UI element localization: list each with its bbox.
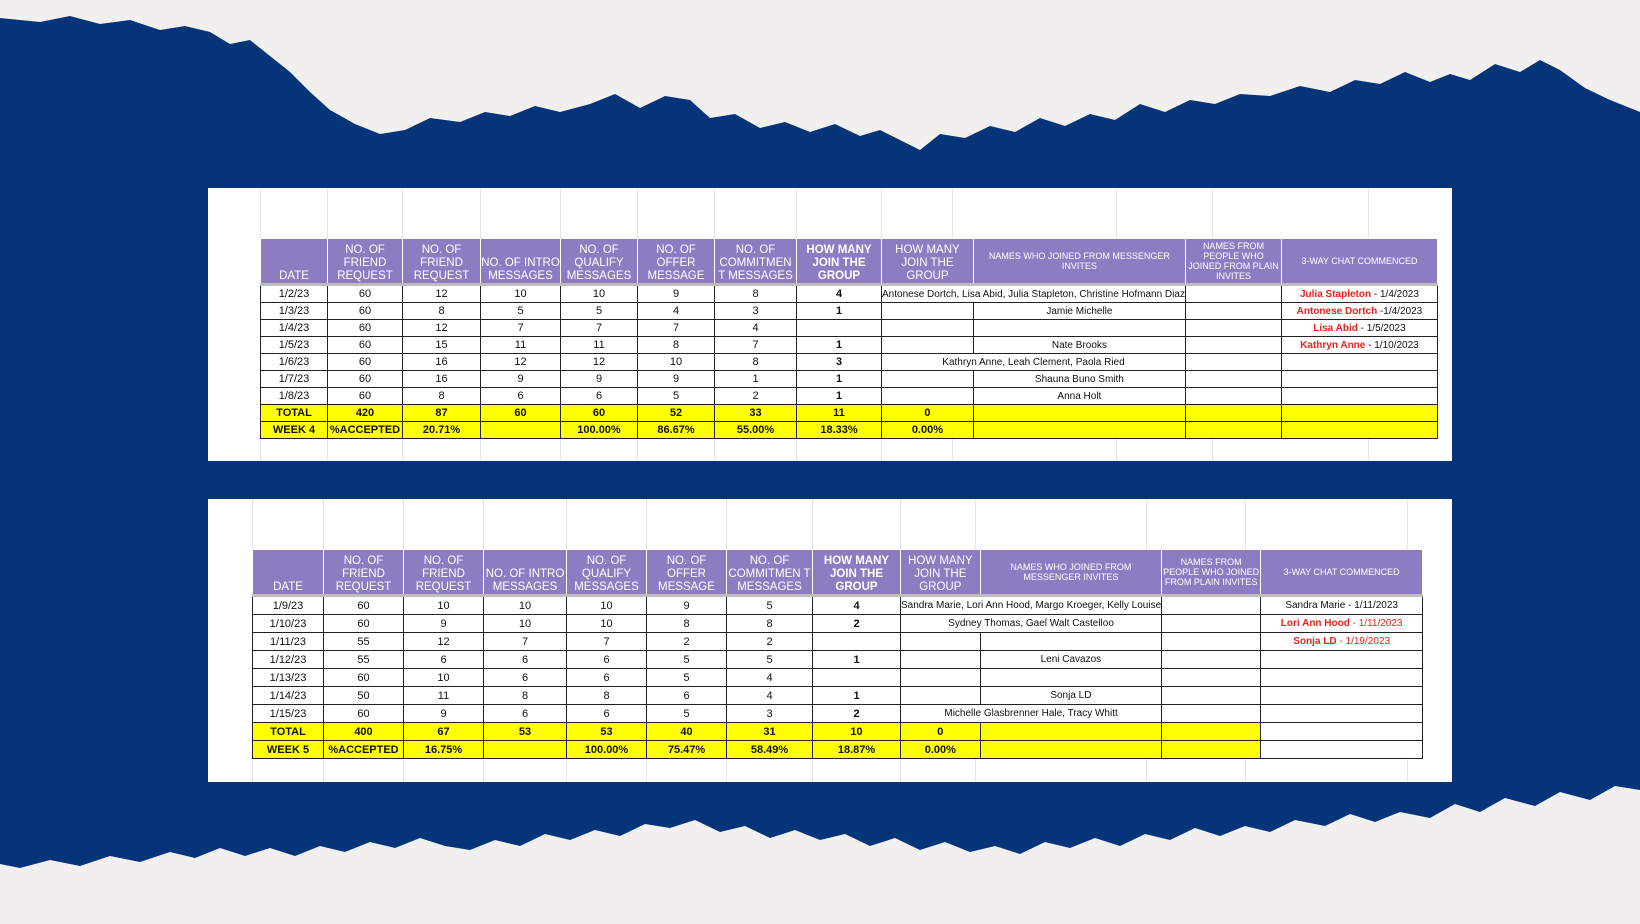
summary-cell	[481, 422, 561, 439]
names-plain-cell	[1185, 320, 1281, 337]
header-row	[253, 550, 1423, 596]
summary-cell: 58.49%	[727, 741, 813, 759]
value-cell: 10	[638, 354, 715, 371]
value-cell: 2	[715, 388, 797, 405]
value-cell: 60	[324, 669, 404, 687]
value-cell: 60	[328, 354, 403, 371]
names-messenger-cell: Shauna Buno Smith	[973, 371, 1185, 388]
header-friend-request: NO. OF FRIEND REQUEST	[324, 550, 404, 596]
join-group-plain-cell	[882, 337, 974, 354]
summary-cell: 100.00%	[561, 422, 638, 439]
value-cell: 4	[727, 687, 813, 705]
value-cell: 10	[404, 669, 484, 687]
table-row	[253, 687, 1423, 705]
names-plain-cell	[1185, 285, 1281, 303]
value-cell: 10	[567, 615, 647, 633]
three-way-chat-cell	[1261, 687, 1423, 705]
value-cell: 60	[328, 371, 403, 388]
chat-date: - 1/19/2023	[1336, 636, 1391, 647]
three-way-chat-cell	[1281, 337, 1437, 354]
date-cell: 1/10/23	[253, 615, 324, 633]
value-cell: 11	[561, 337, 638, 354]
header-names-messenger: NAMES WHO JOINED FROM MESSENGER INVITES	[973, 239, 1185, 285]
summary-cell: 0	[882, 405, 974, 422]
summary-cell: 400	[324, 723, 404, 741]
names-plain-cell	[1162, 705, 1261, 723]
summary-blank-cell	[1261, 741, 1423, 759]
week5-table	[252, 549, 1423, 759]
header-offer: NO. OF OFFER MESSAGE	[647, 550, 727, 596]
three-way-chat-cell	[1281, 354, 1437, 371]
row-label: WEEK 4	[261, 422, 328, 439]
three-way-chat-cell	[1281, 303, 1437, 320]
value-cell: 12	[561, 354, 638, 371]
names-messenger-cell	[882, 354, 1186, 371]
value-cell: 50	[324, 687, 404, 705]
join-group-cell: 1	[797, 388, 882, 405]
value-cell: 7	[561, 320, 638, 337]
value-cell: 60	[328, 285, 403, 303]
value-cell: 55	[324, 633, 404, 651]
value-cell: 7	[567, 633, 647, 651]
value-cell: 6	[404, 651, 484, 669]
header-commitment: NO. OF COMMITMEN T MESSAGES	[727, 550, 813, 596]
names-text: Kathryn Anne, Leah Clement, Paola Ried	[942, 356, 1125, 368]
table-row	[253, 633, 1423, 651]
value-cell: 7	[484, 633, 567, 651]
header-date: DATE	[253, 550, 324, 596]
date-cell: 1/5/23	[261, 337, 328, 354]
chat-person-name: Lisa Abid	[1313, 322, 1358, 334]
join-group-cell: 1	[797, 337, 882, 354]
date-cell: 1/14/23	[253, 687, 324, 705]
value-cell: 4	[715, 320, 797, 337]
value-cell: 5	[727, 651, 813, 669]
header-date: DATE	[261, 239, 328, 285]
table-row	[261, 285, 1438, 303]
week5-sheet	[208, 499, 1452, 782]
percent-row	[253, 741, 1423, 759]
value-cell: 8	[715, 354, 797, 371]
join-group-plain-cell	[882, 303, 974, 320]
join-group-cell: 1	[813, 687, 901, 705]
join-group-cell: 4	[813, 596, 901, 615]
value-cell: 60	[328, 303, 403, 320]
header-join-group: HOW MANY JOIN THE GROUP	[813, 550, 901, 596]
value-cell: 7	[638, 320, 715, 337]
value-cell: 60	[324, 615, 404, 633]
row-label: WEEK 5	[253, 741, 324, 759]
header-three-way: 3-WAY CHAT COMMENCED	[1261, 550, 1423, 596]
row-label: TOTAL	[261, 405, 328, 422]
value-cell: 15	[403, 337, 481, 354]
header-friend-request-accepted: NO. OF FRIEND REQUEST	[404, 550, 484, 596]
three-way-chat-cell	[1281, 320, 1437, 337]
date-cell: 1/2/23	[261, 285, 328, 303]
header-row	[261, 239, 1438, 285]
join-group-cell: 1	[813, 651, 901, 669]
value-cell: 6	[561, 388, 638, 405]
value-cell: 55	[324, 651, 404, 669]
summary-cell: 52	[638, 405, 715, 422]
value-cell: 7	[715, 337, 797, 354]
three-way-chat-cell	[1281, 371, 1437, 388]
date-cell: 1/4/23	[261, 320, 328, 337]
summary-cell: 0.00%	[882, 422, 974, 439]
value-cell: 9	[481, 371, 561, 388]
summary-blank-cell	[980, 723, 1162, 741]
chat-person-name: Sonja LD	[1293, 636, 1337, 647]
value-cell: 4	[727, 669, 813, 687]
table-row	[253, 669, 1423, 687]
value-cell: 2	[647, 633, 727, 651]
names-messenger-cell	[901, 705, 1162, 723]
week4-sheet	[208, 188, 1452, 461]
join-group-cell	[813, 669, 901, 687]
names-messenger-cell	[882, 285, 1186, 303]
header-friend-request: NO. OF FRIEND REQUEST	[328, 239, 403, 285]
value-cell: 60	[328, 337, 403, 354]
value-cell: 2	[727, 633, 813, 651]
value-cell: 5	[647, 651, 727, 669]
value-cell: 11	[481, 337, 561, 354]
summary-cell: 0	[901, 723, 981, 741]
join-group-cell	[797, 320, 882, 337]
value-cell: 10	[404, 596, 484, 615]
value-cell: 5	[481, 303, 561, 320]
join-group-plain-cell	[901, 651, 981, 669]
names-plain-cell	[1162, 633, 1261, 651]
value-cell: 8	[638, 337, 715, 354]
summary-cell: %ACCEPTED	[324, 741, 404, 759]
value-cell: 6	[567, 669, 647, 687]
table-row	[261, 388, 1438, 405]
header-names-messenger: NAMES WHO JOINED FROM MESSENGER INVITES	[980, 550, 1162, 596]
summary-cell: 18.87%	[813, 741, 901, 759]
names-plain-cell	[1185, 371, 1281, 388]
summary-cell: 100.00%	[567, 741, 647, 759]
date-cell: 1/8/23	[261, 388, 328, 405]
names-messenger-cell	[973, 320, 1185, 337]
table-row	[253, 615, 1423, 633]
summary-cell: 33	[715, 405, 797, 422]
chat-person-name: Lori Ann Hood	[1280, 618, 1350, 629]
summary-blank-cell	[980, 741, 1162, 759]
join-group-cell: 2	[813, 705, 901, 723]
summary-cell: 16.75%	[404, 741, 484, 759]
value-cell: 10	[567, 596, 647, 615]
join-group-cell: 1	[797, 371, 882, 388]
value-cell: 6	[484, 669, 567, 687]
three-way-chat-cell	[1261, 633, 1423, 651]
join-group-cell: 4	[797, 285, 882, 303]
week4-table	[260, 238, 1438, 439]
value-cell: 5	[638, 388, 715, 405]
summary-blank-cell	[973, 405, 1185, 422]
header-qualify: NO. OF QUALIFY MESSAGES	[561, 239, 638, 285]
header-join-group-plain: HOW MANY JOIN THE GROUP	[882, 239, 974, 285]
value-cell: 3	[715, 303, 797, 320]
names-messenger-cell: Jamie Michelle	[973, 303, 1185, 320]
header-intro: NO. OF INTRO MESSAGES	[481, 239, 561, 285]
date-cell: 1/12/23	[253, 651, 324, 669]
names-plain-cell	[1185, 388, 1281, 405]
header-join-group: HOW MANY JOIN THE GROUP	[797, 239, 882, 285]
value-cell: 60	[328, 320, 403, 337]
value-cell: 10	[484, 596, 567, 615]
value-cell: 5	[561, 303, 638, 320]
value-cell: 5	[727, 596, 813, 615]
value-cell: 9	[647, 596, 727, 615]
value-cell: 6	[647, 687, 727, 705]
value-cell: 10	[481, 285, 561, 303]
value-cell: 1	[715, 371, 797, 388]
summary-cell	[484, 741, 567, 759]
names-messenger-cell	[901, 615, 1162, 633]
summary-blank-cell	[1185, 405, 1281, 422]
header-three-way: 3-WAY CHAT COMMENCED	[1281, 239, 1437, 285]
chat-date: - 1/11/2023	[1349, 618, 1403, 629]
names-messenger-cell: Anna Holt	[973, 388, 1185, 405]
value-cell: 10	[561, 285, 638, 303]
summary-blank-cell	[1162, 723, 1261, 741]
value-cell: 7	[481, 320, 561, 337]
three-way-chat-cell	[1281, 285, 1437, 303]
header-qualify: NO. OF QUALIFY MESSAGES	[567, 550, 647, 596]
three-way-chat-cell	[1261, 705, 1423, 723]
date-cell: 1/11/23	[253, 633, 324, 651]
chat-person-name: Sandra Marie	[1285, 600, 1346, 611]
value-cell: 8	[403, 388, 481, 405]
header-intro: NO. OF INTRO MESSAGES	[484, 550, 567, 596]
names-plain-cell	[1185, 354, 1281, 371]
value-cell: 10	[484, 615, 567, 633]
value-cell: 6	[567, 651, 647, 669]
table-row	[261, 371, 1438, 388]
names-messenger-cell	[901, 596, 1162, 615]
names-messenger-cell	[980, 669, 1162, 687]
table-row	[253, 596, 1423, 615]
summary-cell: 53	[567, 723, 647, 741]
value-cell: 8	[567, 687, 647, 705]
date-cell: 1/3/23	[261, 303, 328, 320]
table-row	[261, 354, 1438, 371]
join-group-plain-cell	[901, 669, 981, 687]
value-cell: 8	[484, 687, 567, 705]
names-plain-cell	[1162, 615, 1261, 633]
names-plain-cell	[1162, 669, 1261, 687]
table-row	[253, 651, 1423, 669]
header-names-plain: NAMES FROM PEOPLE WHO JOINED FROM PLAIN INVITES	[1185, 239, 1281, 285]
value-cell: 5	[647, 669, 727, 687]
value-cell: 9	[404, 615, 484, 633]
summary-blank-cell	[1162, 741, 1261, 759]
table-row	[253, 705, 1423, 723]
value-cell: 60	[324, 705, 404, 723]
summary-cell: 53	[484, 723, 567, 741]
join-group-plain-cell	[882, 371, 974, 388]
header-offer: NO. OF OFFER MESSAGE	[638, 239, 715, 285]
join-group-cell: 2	[813, 615, 901, 633]
value-cell: 16	[403, 371, 481, 388]
value-cell: 9	[404, 705, 484, 723]
table-row	[261, 337, 1438, 354]
three-way-chat-cell	[1261, 669, 1423, 687]
chat-date: - 1/11/2023	[1345, 600, 1398, 611]
join-group-cell: 1	[797, 303, 882, 320]
header-friend-request-accepted: NO. OF FRIEND REQUEST	[403, 239, 481, 285]
value-cell: 6	[484, 705, 567, 723]
chat-date: - 1/4/2023	[1371, 288, 1419, 300]
summary-cell: 20.71%	[403, 422, 481, 439]
date-cell: 1/15/23	[253, 705, 324, 723]
value-cell: 12	[481, 354, 561, 371]
chat-date: - 1/10/2023	[1365, 339, 1419, 351]
join-group-plain-cell	[901, 633, 981, 651]
value-cell: 8	[403, 303, 481, 320]
join-group-plain-cell	[882, 388, 974, 405]
join-group-cell: 3	[797, 354, 882, 371]
join-group-plain-cell	[882, 320, 974, 337]
summary-cell: %ACCEPTED	[328, 422, 403, 439]
names-messenger-cell	[980, 633, 1162, 651]
date-cell: 1/7/23	[261, 371, 328, 388]
summary-cell: 10	[813, 723, 901, 741]
summary-cell: 420	[328, 405, 403, 422]
names-plain-cell	[1162, 687, 1261, 705]
chat-date: - 1/5/2023	[1357, 322, 1406, 334]
date-cell: 1/6/23	[261, 354, 328, 371]
chat-person-name: Antonese Dortch	[1296, 305, 1378, 317]
value-cell: 5	[647, 705, 727, 723]
summary-cell: 87	[403, 405, 481, 422]
summary-cell: 31	[727, 723, 813, 741]
summary-cell: 0.00%	[901, 741, 981, 759]
summary-cell: 86.67%	[638, 422, 715, 439]
table-row	[261, 320, 1438, 337]
join-group-plain-cell	[901, 687, 981, 705]
value-cell: 8	[647, 615, 727, 633]
summary-blank-cell	[1261, 723, 1423, 741]
names-text: Antonese Dortch, Lisa Abid, Julia Stapleton, Christine Hofmann Diaz	[882, 288, 1185, 300]
names-messenger-cell: Sonja LD	[980, 687, 1162, 705]
value-cell: 6	[567, 705, 647, 723]
summary-blank-cell	[1185, 422, 1281, 439]
value-cell: 8	[715, 285, 797, 303]
summary-blank-cell	[973, 422, 1185, 439]
three-way-chat-cell	[1281, 388, 1437, 405]
value-cell: 12	[404, 633, 484, 651]
value-cell: 12	[403, 320, 481, 337]
date-cell: 1/13/23	[253, 669, 324, 687]
date-cell: 1/9/23	[253, 596, 324, 615]
summary-cell: 60	[561, 405, 638, 422]
value-cell: 12	[403, 285, 481, 303]
value-cell: 60	[328, 388, 403, 405]
summary-cell: 75.47%	[647, 741, 727, 759]
summary-cell: 18.33%	[797, 422, 882, 439]
chat-person-name: Kathryn Anne	[1300, 339, 1366, 351]
table-row	[261, 303, 1438, 320]
names-plain-cell	[1162, 651, 1261, 669]
header-join-group-plain: HOW MANY JOIN THE GROUP	[901, 550, 981, 596]
summary-cell: 55.00%	[715, 422, 797, 439]
three-way-chat-cell	[1261, 596, 1423, 615]
header-commitment: NO. OF COMMITMEN T MESSAGES	[715, 239, 797, 285]
names-plain-cell	[1185, 337, 1281, 354]
value-cell: 6	[481, 388, 561, 405]
row-label: TOTAL	[253, 723, 324, 741]
three-way-chat-cell	[1261, 615, 1423, 633]
total-row	[253, 723, 1423, 741]
summary-blank-cell	[1281, 422, 1437, 439]
value-cell: 8	[727, 615, 813, 633]
value-cell: 6	[484, 651, 567, 669]
names-text: Sydney Thomas, Gael Walt Castelloo	[948, 618, 1114, 629]
value-cell: 9	[638, 285, 715, 303]
total-row	[261, 405, 1438, 422]
names-messenger-cell: Leni Cavazos	[980, 651, 1162, 669]
header-names-plain: NAMES FROM PEOPLE WHO JOINED FROM PLAIN INVITES	[1162, 550, 1261, 596]
chat-person-name: Julia Stapleton	[1299, 288, 1372, 300]
value-cell: 11	[404, 687, 484, 705]
value-cell: 60	[324, 596, 404, 615]
join-group-cell	[813, 633, 901, 651]
names-plain-cell	[1162, 596, 1261, 615]
summary-cell: 11	[797, 405, 882, 422]
value-cell: 16	[403, 354, 481, 371]
summary-cell: 67	[404, 723, 484, 741]
names-messenger-cell: Nate Brooks	[973, 337, 1185, 354]
summary-cell: 60	[481, 405, 561, 422]
names-text: Michelle Glasbrenner Hale, Tracy Whitt	[944, 708, 1118, 719]
three-way-chat-cell	[1261, 651, 1423, 669]
value-cell: 3	[727, 705, 813, 723]
names-plain-cell	[1185, 303, 1281, 320]
summary-cell: 40	[647, 723, 727, 741]
value-cell: 4	[638, 303, 715, 320]
percent-row	[261, 422, 1438, 439]
value-cell: 9	[638, 371, 715, 388]
summary-blank-cell	[1281, 405, 1437, 422]
chat-date: -1/4/2023	[1377, 305, 1423, 317]
value-cell: 9	[561, 371, 638, 388]
names-text: Sandra Marie, Lori Ann Hood, Margo Kroeger, Kelly Louise	[901, 600, 1162, 611]
